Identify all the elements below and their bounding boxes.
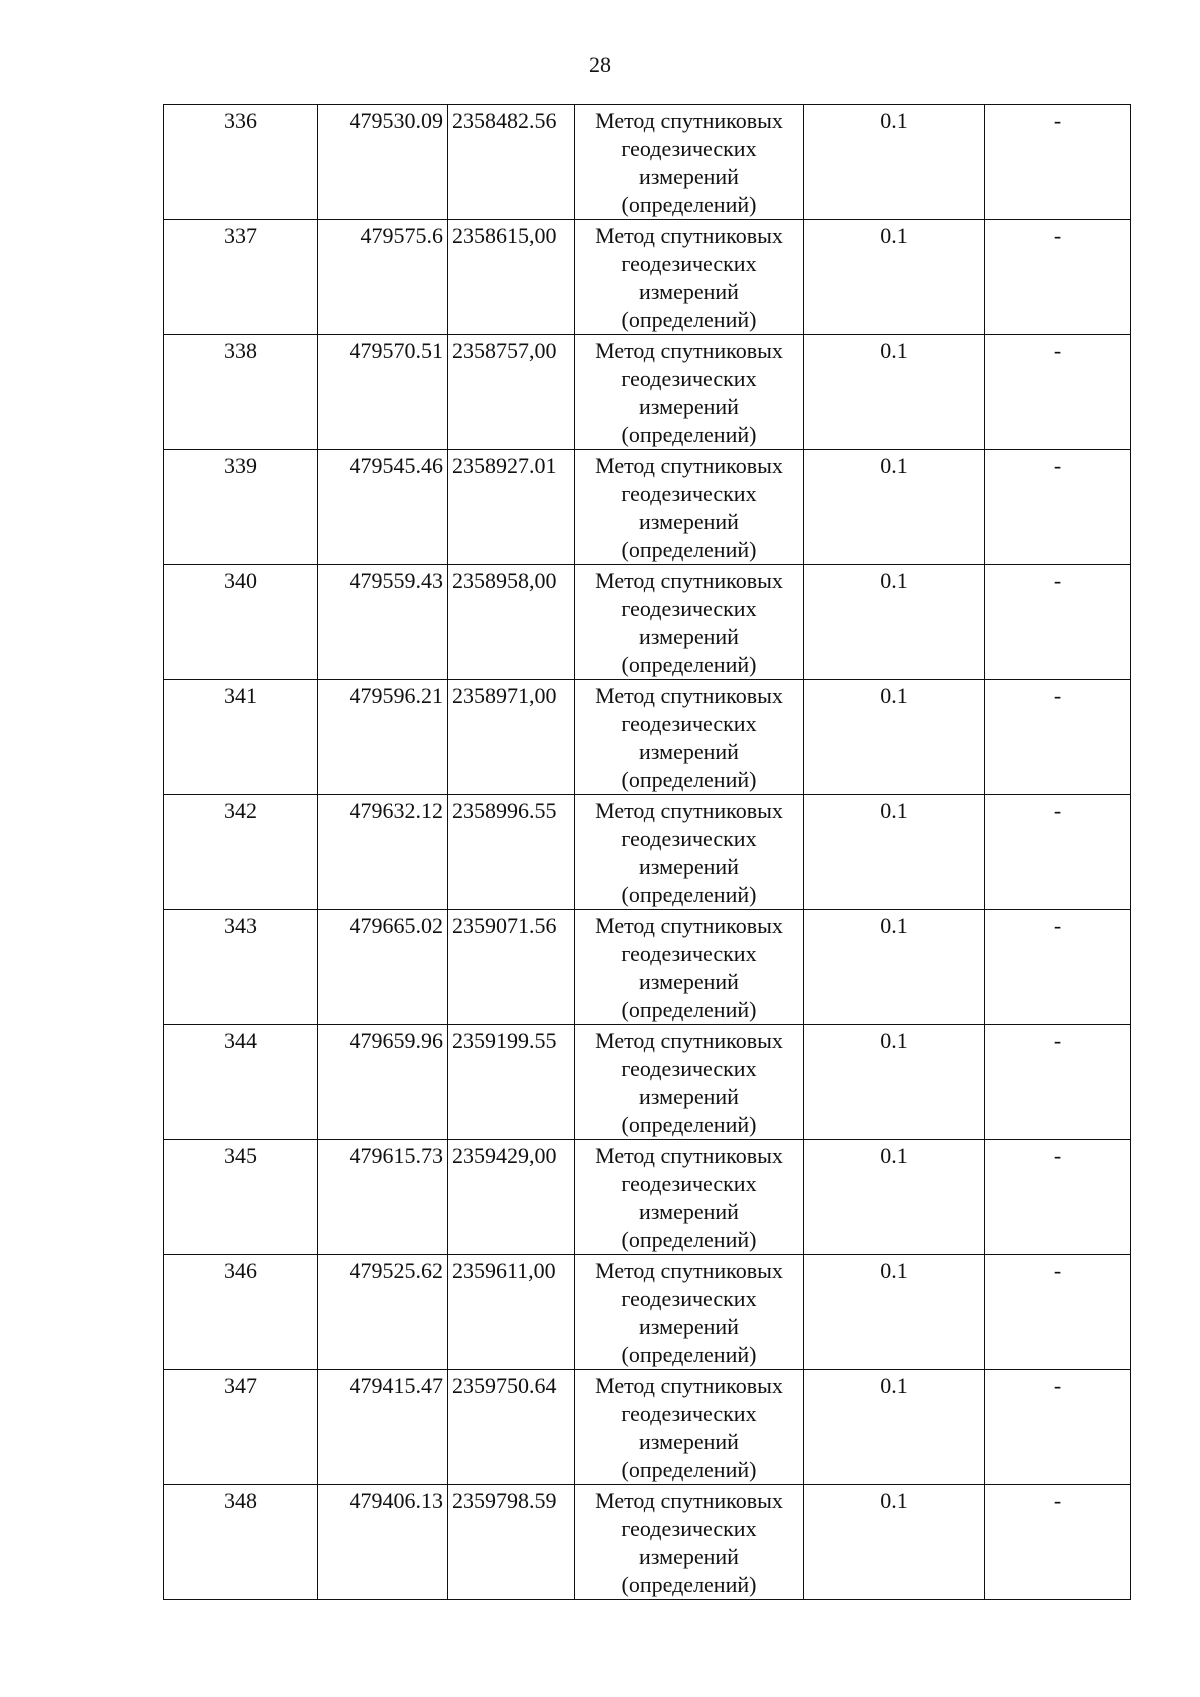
point-number-cell: 343	[164, 910, 318, 1025]
x-coordinate-cell: 479406.13	[318, 1485, 448, 1600]
accuracy-cell: 0.1	[804, 565, 985, 680]
point-number-cell: 346	[164, 1255, 318, 1370]
accuracy-cell: 0.1	[804, 105, 985, 220]
description-cell: -	[985, 220, 1131, 335]
method-cell: Метод спутниковых геодезических измерений (определений)	[575, 105, 804, 220]
accuracy-cell: 0.1	[804, 220, 985, 335]
y-coordinate-cell: 2358757,00	[448, 335, 575, 450]
table-row	[164, 1370, 1131, 1485]
description-cell: -	[985, 1025, 1131, 1140]
y-coordinate-cell: 2358482.56	[448, 105, 575, 220]
y-coordinate-cell: 2359199.55	[448, 1025, 575, 1140]
point-number-cell: 337	[164, 220, 318, 335]
accuracy-cell: 0.1	[804, 680, 985, 795]
table-row	[164, 565, 1131, 680]
description-cell: -	[985, 910, 1131, 1025]
method-cell: Метод спутниковых геодезических измерений (определений)	[575, 910, 804, 1025]
page-number: 28	[589, 52, 611, 77]
accuracy-cell: 0.1	[804, 1255, 985, 1370]
y-coordinate-cell: 2359611,00	[448, 1255, 575, 1370]
x-coordinate-cell: 479615.73	[318, 1140, 448, 1255]
x-coordinate-cell: 479559.43	[318, 565, 448, 680]
x-coordinate-cell: 479415.47	[318, 1370, 448, 1485]
accuracy-cell: 0.1	[804, 335, 985, 450]
accuracy-cell: 0.1	[804, 450, 985, 565]
y-coordinate-cell: 2358615,00	[448, 220, 575, 335]
table-row	[164, 450, 1131, 565]
point-number-cell: 340	[164, 565, 318, 680]
point-number-cell: 348	[164, 1485, 318, 1600]
x-coordinate-cell: 479596.21	[318, 680, 448, 795]
method-cell: Метод спутниковых геодезических измерений (определений)	[575, 565, 804, 680]
y-coordinate-cell: 2358927.01	[448, 450, 575, 565]
accuracy-cell: 0.1	[804, 1140, 985, 1255]
point-number-cell: 336	[164, 105, 318, 220]
description-cell: -	[985, 1255, 1131, 1370]
description-cell: -	[985, 1140, 1131, 1255]
description-cell: -	[985, 1370, 1131, 1485]
y-coordinate-cell: 2358958,00	[448, 565, 575, 680]
accuracy-cell: 0.1	[804, 1370, 985, 1485]
y-coordinate-cell: 2359750.64	[448, 1370, 575, 1485]
coordinates-table	[163, 104, 1131, 1600]
description-cell: -	[985, 450, 1131, 565]
x-coordinate-cell: 479570.51	[318, 335, 448, 450]
x-coordinate-cell: 479530.09	[318, 105, 448, 220]
table-row	[164, 910, 1131, 1025]
description-cell: -	[985, 335, 1131, 450]
x-coordinate-cell: 479665.02	[318, 910, 448, 1025]
y-coordinate-cell: 2359429,00	[448, 1140, 575, 1255]
method-cell: Метод спутниковых геодезических измерений (определений)	[575, 1255, 804, 1370]
method-cell: Метод спутниковых геодезических измерений (определений)	[575, 680, 804, 795]
method-cell: Метод спутниковых геодезических измерений (определений)	[575, 450, 804, 565]
description-cell: -	[985, 565, 1131, 680]
point-number-cell: 342	[164, 795, 318, 910]
point-number-cell: 344	[164, 1025, 318, 1140]
accuracy-cell: 0.1	[804, 910, 985, 1025]
table-row	[164, 1140, 1131, 1255]
table-row	[164, 105, 1131, 220]
x-coordinate-cell: 479545.46	[318, 450, 448, 565]
table-row	[164, 335, 1131, 450]
accuracy-cell: 0.1	[804, 1485, 985, 1600]
table-row	[164, 680, 1131, 795]
method-cell: Метод спутниковых геодезических измерений (определений)	[575, 1140, 804, 1255]
method-cell: Метод спутниковых геодезических измерений (определений)	[575, 1485, 804, 1600]
point-number-cell: 339	[164, 450, 318, 565]
accuracy-cell: 0.1	[804, 1025, 985, 1140]
method-cell: Метод спутниковых геодезических измерений (определений)	[575, 1370, 804, 1485]
method-cell: Метод спутниковых геодезических измерений (определений)	[575, 335, 804, 450]
x-coordinate-cell: 479525.62	[318, 1255, 448, 1370]
description-cell: -	[985, 1485, 1131, 1600]
description-cell: -	[985, 680, 1131, 795]
point-number-cell: 347	[164, 1370, 318, 1485]
method-cell: Метод спутниковых геодезических измерений (определений)	[575, 220, 804, 335]
y-coordinate-cell: 2358996.55	[448, 795, 575, 910]
y-coordinate-cell: 2359798.59	[448, 1485, 575, 1600]
point-number-cell: 338	[164, 335, 318, 450]
point-number-cell: 341	[164, 680, 318, 795]
table-row	[164, 795, 1131, 910]
table-row	[164, 220, 1131, 335]
y-coordinate-cell: 2358971,00	[448, 680, 575, 795]
x-coordinate-cell: 479659.96	[318, 1025, 448, 1140]
x-coordinate-cell: 479632.12	[318, 795, 448, 910]
point-number-cell: 345	[164, 1140, 318, 1255]
method-cell: Метод спутниковых геодезических измерений (определений)	[575, 795, 804, 910]
description-cell: -	[985, 105, 1131, 220]
accuracy-cell: 0.1	[804, 795, 985, 910]
y-coordinate-cell: 2359071.56	[448, 910, 575, 1025]
x-coordinate-cell: 479575.6	[318, 220, 448, 335]
method-cell: Метод спутниковых геодезических измерений (определений)	[575, 1025, 804, 1140]
table-row	[164, 1485, 1131, 1600]
table-row	[164, 1025, 1131, 1140]
description-cell: -	[985, 795, 1131, 910]
table-row	[164, 1255, 1131, 1370]
